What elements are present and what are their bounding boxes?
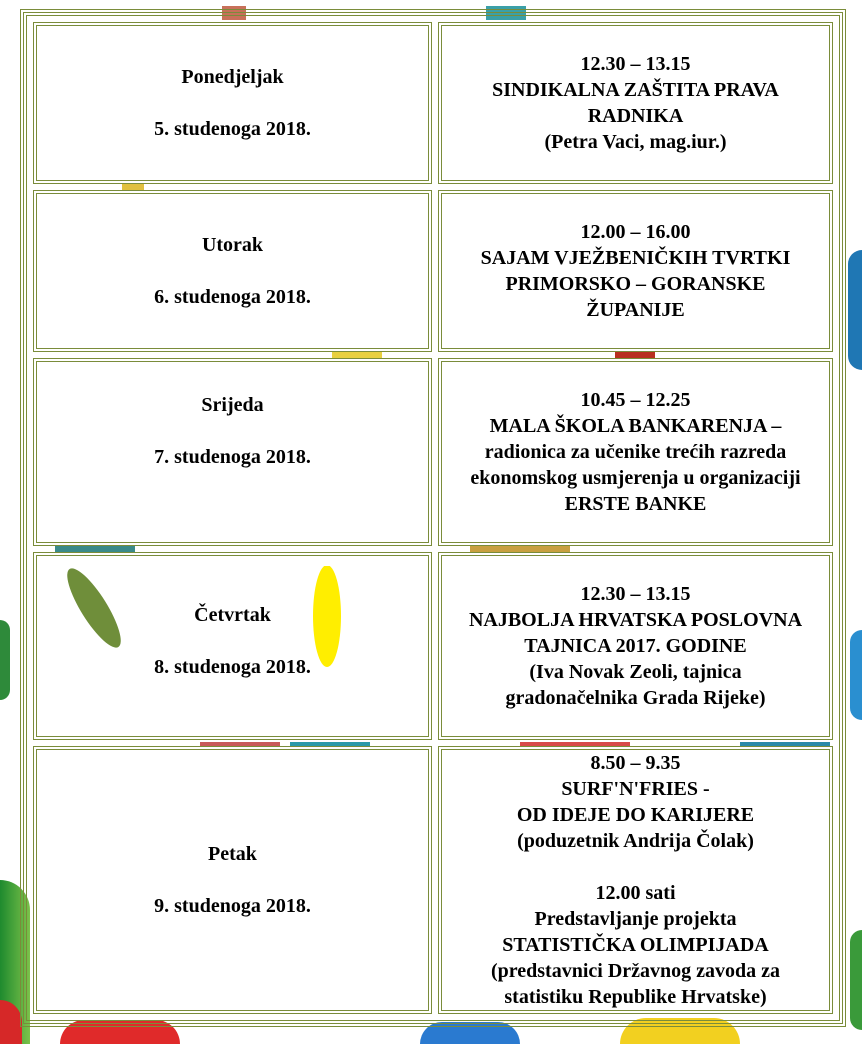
day-cell [33, 22, 432, 184]
event-description-line: radionica za učenike trećih razreda [484, 441, 787, 463]
day-name: Četvrtak [194, 604, 271, 626]
event-presenter: statistiku Republike Hrvatske) [504, 986, 767, 1008]
decor-blue-edge-right-2 [850, 630, 862, 720]
event-presenter: (Iva Novak Zeoli, tajnica [529, 661, 742, 683]
event-cell [438, 190, 833, 352]
event-presenter: (poduzetnik Andrija Čolak) [517, 830, 754, 852]
schedule-table [23, 12, 843, 1024]
table-row [33, 552, 833, 740]
event-description-line: ekonomskog usmjerenja u organizaciji [470, 467, 801, 489]
day-cell [33, 552, 432, 740]
day-cell [33, 746, 432, 1014]
day-date: 8. studenoga 2018. [154, 656, 311, 678]
day-date: 9. studenoga 2018. [154, 895, 311, 917]
day-date: 6. studenoga 2018. [154, 286, 311, 308]
table-row [33, 190, 833, 352]
event-title-line: RADNIKA [587, 105, 684, 127]
event-time: 12.30 – 13.15 [580, 583, 691, 605]
event-presenter: (Petra Vaci, mag.iur.) [544, 131, 727, 153]
event-title-line: NAJBOLJA HRVATSKA POSLOVNA [468, 609, 803, 631]
event-title-line: STATISTIČKA OLIMPIJADA [502, 934, 769, 956]
decor-green-edge-right [850, 930, 862, 1030]
event-time: 12.00 – 16.00 [580, 221, 691, 243]
decor-blue-edge-right [848, 250, 862, 370]
event-presenter: (predstavnici Državnog zavoda za [490, 960, 781, 982]
event-spacer [446, 854, 825, 880]
event-title-line: OD IDEJE DO KARIJERE [516, 804, 755, 826]
table-row [33, 358, 833, 546]
event-title-line: SAJAM VJEŽBENIČKIH TVRTKI [480, 247, 791, 269]
event-time: 12.30 – 13.15 [580, 53, 691, 75]
event-organizer: ERSTE BANKE [564, 493, 707, 515]
event-title-line: SURF'N'FRIES - [561, 778, 710, 800]
event-title-line: SINDIKALNA ZAŠTITA PRAVA [492, 79, 779, 101]
event-presenter: gradonačelnika Grada Rijeke) [505, 687, 766, 709]
day-cell [33, 358, 432, 546]
event-cell [438, 746, 833, 1014]
event-description-line: Predstavljanje projekta [534, 908, 737, 930]
event-title-line: TAJNICA 2017. GODINE [524, 635, 747, 657]
event-time: 8.50 – 9.35 [590, 752, 681, 774]
day-name: Ponedjeljak [181, 66, 284, 88]
decor-bottom-blue [420, 1022, 520, 1044]
event-title-line: ŽUPANIJE [586, 299, 685, 321]
event-time: 10.45 – 12.25 [580, 389, 691, 411]
day-name: Srijeda [201, 394, 264, 416]
table-row [33, 746, 833, 1014]
day-date: 5. studenoga 2018. [154, 118, 311, 140]
table-row [33, 22, 833, 184]
event-cell [438, 358, 833, 546]
event-title-line: PRIMORSKO – GORANSKE [505, 273, 766, 295]
event-title-line: MALA ŠKOLA BANKARENJA – [489, 415, 782, 437]
day-date: 7. studenoga 2018. [154, 446, 311, 468]
day-name: Petak [208, 843, 257, 865]
day-name: Utorak [201, 234, 264, 256]
event-time: 12.00 sati [595, 882, 676, 904]
decor-green-edge-left [0, 620, 10, 700]
event-cell [438, 22, 833, 184]
event-cell [438, 552, 833, 740]
day-cell [33, 190, 432, 352]
